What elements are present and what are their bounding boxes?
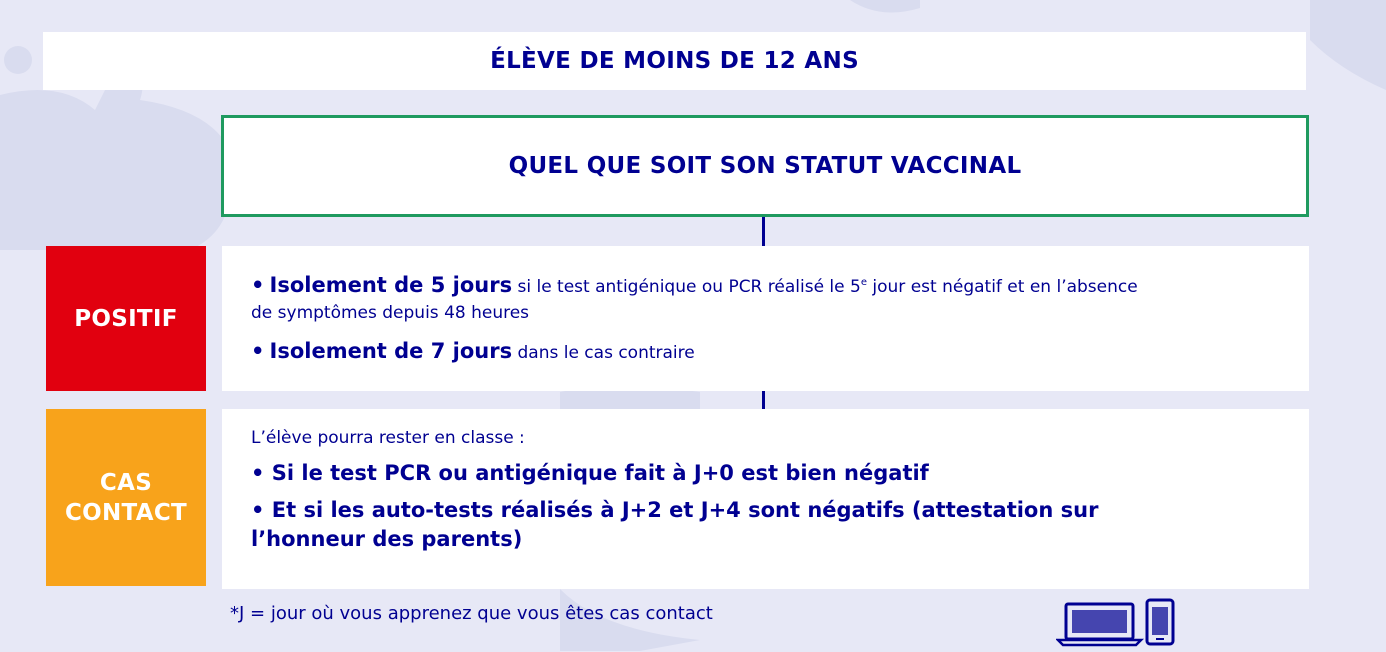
contact-content [222, 409, 1309, 589]
rule-5-days-text: si le test antigénique ou PCR réalisé le 5e jour est négatif et en l’absence [512, 277, 1138, 297]
age-group-banner [43, 32, 1306, 90]
bullet: • [251, 273, 265, 297]
contact-rule-autotests-text: Et si les auto-tests réalisés à J+2 et J+4 sont négatifs (attestation sur l’honneur des parents) [251, 498, 1099, 551]
rule-5-days-text-line2: de symptômes depuis 48 heures [251, 303, 530, 323]
positive-content [222, 246, 1309, 391]
contact-label [46, 409, 206, 586]
smartphone-icon [1147, 600, 1173, 644]
bullet: • [251, 461, 265, 485]
positive-rule-7-days [251, 338, 1309, 366]
connector-line-middle [762, 391, 765, 409]
connector-line-top [762, 217, 765, 246]
contact-rule-pcr-text: Si le test PCR ou antigénique fait à J+0 est bien négatif [271, 461, 929, 485]
rule-5-days-bold: Isolement de 5 jours [269, 273, 513, 297]
rule-7-days-text: dans le cas contraire [512, 343, 695, 363]
positive-label [46, 246, 206, 391]
laptop-icon [1058, 604, 1141, 645]
vaccination-status-box [221, 115, 1309, 217]
positive-label-text: POSITIF [74, 305, 178, 332]
footnote: *J = jour où vous apprenez que vous êtes cas contact [230, 603, 713, 624]
device-icons [1056, 598, 1181, 652]
contact-label-text: CAS CONTACT [64, 469, 188, 526]
bullet: • [251, 339, 265, 363]
vaccination-status-title: QUEL QUE SOIT SON STATUT VACCINAL [508, 153, 1022, 179]
contact-rule-autotests [251, 496, 1191, 554]
positive-rule-5-days [251, 272, 1309, 326]
contact-rule-pcr [251, 459, 1309, 487]
age-group-title: ÉLÈVE DE MOINS DE 12 ANS [490, 48, 859, 74]
contact-intro: L’élève pourra rester en classe : [251, 428, 525, 448]
rule-7-days-bold: Isolement de 7 jours [269, 339, 513, 363]
bullet: • [251, 498, 265, 522]
